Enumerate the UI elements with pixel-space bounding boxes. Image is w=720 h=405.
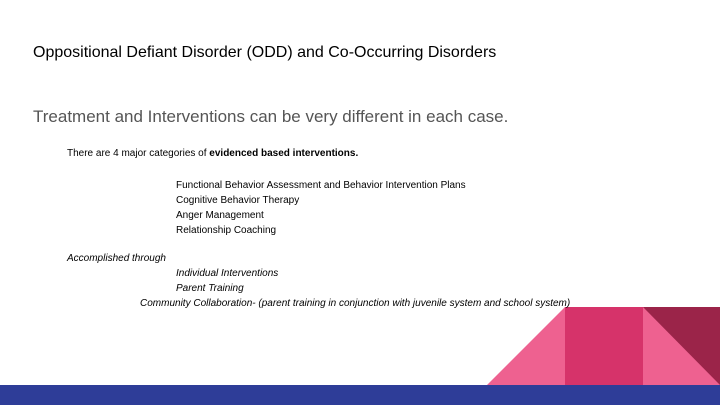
pink-triangle-left — [487, 307, 565, 385]
intro-prefix: There are 4 major categories of — [67, 148, 210, 159]
method-item: Parent Training — [176, 283, 244, 294]
category-item: Cognitive Behavior Therapy — [176, 195, 300, 206]
intro-bold: evidenced based interventions. — [209, 148, 359, 159]
method-item: Community Collaboration- (parent training in conjunction with juvenile system and school system) — [140, 298, 571, 309]
category-item: Anger Management — [176, 210, 264, 221]
slide-title: Oppositional Defiant Disorder (ODD) and Co-Occurring Disorders — [33, 44, 497, 61]
bottom-bar — [0, 385, 720, 405]
accomplished-label: Accomplished through — [67, 253, 166, 264]
slide-subtitle: Treatment and Interventions can be very different in each case. — [33, 107, 509, 126]
category-item: Relationship Coaching — [176, 225, 277, 236]
method-item: Individual Interventions — [176, 268, 279, 279]
category-item: Functional Behavior Assessment and Behavior Intervention Plans — [176, 180, 466, 191]
magenta-block — [565, 307, 643, 385]
